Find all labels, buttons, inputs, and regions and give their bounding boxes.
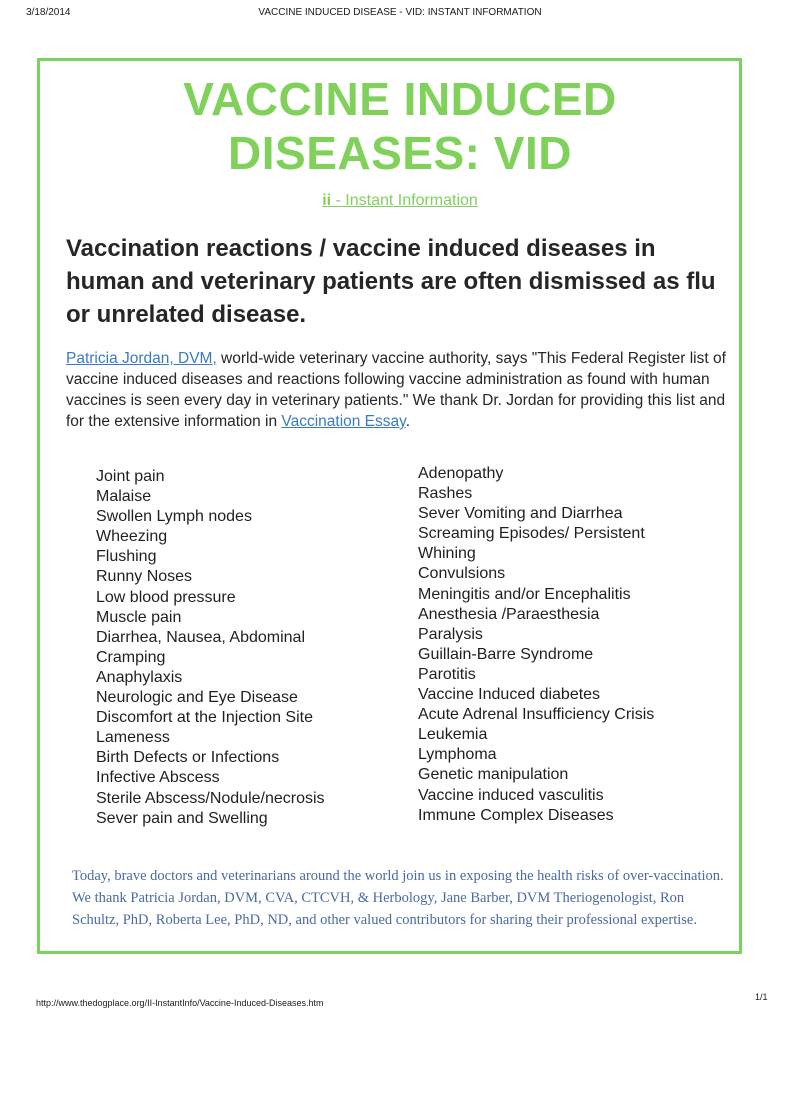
subtitle-prefix: ii [322, 192, 332, 209]
disease-list-item: Adenopathy [418, 465, 504, 482]
disease-list-item: Lameness [96, 729, 170, 747]
disease-list-item: Lymphoma [418, 746, 497, 764]
disease-list-item: Malaise [96, 488, 152, 506]
disease-list-item: Swollen Lymph nodes [96, 508, 252, 526]
instant-information-link[interactable] [0, 192, 800, 210]
print-page-number: 1/1 [755, 992, 768, 1002]
disease-list-item: Sterile Abscess/Nodule/necrosis [96, 789, 325, 807]
disease-list-item: Sever pain and Swelling [96, 809, 268, 827]
page-title [0, 72, 800, 180]
intro-text-1: world-wide veterinary vaccine authority, says "This Federal Register list of vaccine induced diseases and reactions following vaccine administration as found with human vaccines is seen every day in veterinary patients." We thank Dr. Jordan for providing this list and for the extensive information in [66, 350, 726, 430]
print-header [0, 7, 800, 21]
disease-list-item: Immune Complex Diseases [418, 806, 614, 824]
disease-list-item: Guillain-Barre Syndrome [418, 645, 594, 663]
disease-list-item: Convulsions [418, 565, 506, 583]
intro-text-2: . [405, 413, 411, 430]
disease-list-item: Infective Abscess [96, 769, 220, 787]
disease-list-item: Anaphylaxis [96, 668, 183, 686]
disease-list-item: Anesthesia /Paraesthesia [418, 605, 600, 623]
disease-list-item: Whining [418, 545, 476, 563]
patricia-jordan-link[interactable]: Patricia Jordan, DVM, [66, 350, 217, 367]
page-title-line-2: DISEASES: VID [228, 127, 572, 179]
disease-list-item: Acute Adrenal Insufficiency Crisis [418, 706, 655, 724]
disease-list-item: Sever Vomiting and Diarrhea [418, 505, 623, 523]
print-footer-url: http://www.thedogplace.org/II-InstantInfo/Vaccine-Induced-Diseases.htm [36, 998, 324, 1008]
closing-paragraph: Today, brave doctors and veterinarians around the world join us in exposing the health risks of over-vaccination. We thank Patricia Jordan, DVM, CVA, CTCVH, & Herbology, Jane Barber, DVM Theriogenologist, Ron Schultz, PhD, Roberta Lee, PhD, ND, and other valued contributors for sharing their professional expertise. [72, 868, 724, 928]
disease-list-item: Paralysis [418, 625, 483, 643]
disease-list-item: Diarrhea, Nausea, Abdominal [96, 628, 306, 646]
headline: Vaccination reactions / vaccine induced diseases in human and veterinary patients are often dismissed as flu or unrelated disease. [66, 235, 716, 328]
print-page-title: VACCINE INDUCED DISEASE - VID: INSTANT INFORMATION [258, 7, 542, 18]
intro-paragraph [66, 348, 726, 432]
disease-list-item: Parotitis [418, 665, 476, 683]
disease-list-item: Low blood pressure [96, 588, 236, 606]
subtitle-text: - Instant Information [331, 192, 478, 209]
disease-list-item: Screaming Episodes/ Persistent [418, 525, 645, 543]
print-date: 3/18/2014 [26, 7, 71, 18]
disease-list-left [96, 467, 325, 829]
disease-list-item: Rashes [418, 485, 473, 503]
disease-list-item: Joint pain [96, 468, 165, 485]
disease-list-item: Meningitis and/or Encephalitis [418, 585, 631, 603]
vaccination-essay-link[interactable]: Vaccination Essay [281, 413, 406, 430]
disease-list-item: Genetic manipulation [418, 766, 569, 784]
page-title-line-1: VACCINE INDUCED [183, 73, 617, 125]
disease-list-item: Vaccine Induced diabetes [418, 686, 601, 704]
disease-list-item: Birth Defects or Infections [96, 749, 280, 767]
disease-list-item: Cramping [96, 648, 166, 666]
disease-list-item: Muscle pain [96, 608, 182, 626]
disease-list-item: Runny Noses [96, 568, 193, 586]
disease-list-item: Discomfort at the Injection Site [96, 709, 313, 727]
disease-list-item: Flushing [96, 548, 157, 566]
disease-list-item: Leukemia [418, 726, 488, 744]
disease-list-item: Wheezing [96, 528, 168, 546]
disease-list-right [418, 464, 654, 826]
disease-list-item: Neurologic and Eye Disease [96, 689, 298, 707]
disease-list-item: Vaccine induced vasculitis [418, 786, 604, 804]
